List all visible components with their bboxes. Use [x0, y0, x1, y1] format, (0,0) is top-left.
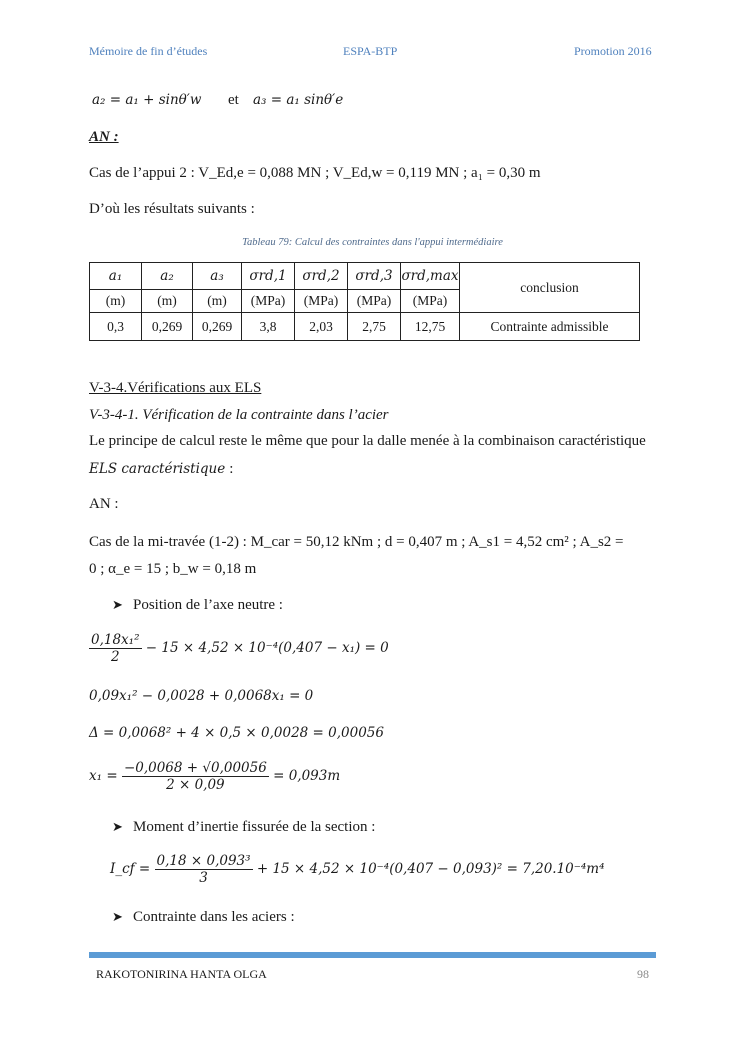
els-label: ELS caractéristique	[89, 461, 226, 477]
eq1-numerator: 0,18x₁²	[91, 632, 140, 648]
equation-2: 0,09x₁² − 0,0028 + 0,0068x₁ = 0	[89, 688, 314, 704]
col-header: a₁	[90, 263, 142, 290]
unit-cell: (MPa)	[242, 290, 295, 313]
table-cell: 0,269	[142, 313, 193, 341]
equation-1	[89, 632, 389, 665]
eq4-lhs: x₁ =	[89, 768, 118, 784]
formula-a2: a₂ = a₁ + sinθ′w	[92, 92, 202, 108]
formula-a3: a₃ = a₁ sinθ′e	[253, 92, 344, 108]
eq4-denominator: 2 × 0,09	[166, 777, 225, 793]
table-cell: 0,269	[193, 313, 242, 341]
col-header: σrd,3	[348, 263, 401, 290]
header-center: ESPA-BTP	[343, 44, 398, 58]
appui-text: Cas de l’appui 2 : V_Ed,e = 0,088 MN ; V_Ed,w = 0,119 MN ; a₁ = 0,30 m	[89, 165, 541, 181]
eq5-rhs: + 15 × 4,52 × 10⁻⁴(0,407 − 0,093)² = 7,20.10⁻⁴m⁴	[256, 861, 605, 877]
table-cell: 3,8	[242, 313, 295, 341]
subsection-title: V-3-4-1. Vérification de la contrainte dans l’acier	[89, 407, 389, 423]
col-header: a₃	[193, 263, 242, 290]
col-header: σrd,max	[401, 263, 460, 290]
col-header: σrd,2	[295, 263, 348, 290]
header-right: Promotion 2016	[574, 44, 652, 58]
arrow-bullet-icon: ➤	[112, 819, 123, 834]
col-header-conclusion: conclusion	[460, 263, 640, 313]
unit-cell: (MPa)	[295, 290, 348, 313]
formula-et: et	[228, 92, 239, 108]
unit-cell: (m)	[90, 290, 142, 313]
unit-cell: (MPa)	[348, 290, 401, 313]
results-intro: D’où les résultats suivants :	[89, 201, 255, 217]
footer-page-number: 98	[637, 967, 649, 981]
unit-cell: (m)	[193, 290, 242, 313]
table-cell: 2,75	[348, 313, 401, 341]
section-title: V-3-4.Vérifications aux ELS	[89, 380, 262, 396]
mitravee-line1: Cas de la mi-travée (1-2) : M_car = 50,12 kNm ; d = 0,407 m ; A_s1 = 4,52 cm² ; A_s2 =	[89, 534, 624, 550]
footer-bar	[89, 952, 656, 958]
stress-table	[89, 262, 640, 341]
eq4-rhs: = 0,093m	[273, 768, 341, 784]
col-header: σrd,1	[242, 263, 295, 290]
bullet-contrainte-aciers: Contrainte dans les aciers :	[133, 909, 295, 925]
an-heading: AN :	[89, 129, 119, 145]
els-colon: :	[229, 461, 234, 477]
table-cell: 0,3	[90, 313, 142, 341]
table-cell: 2,03	[295, 313, 348, 341]
an-label-2: AN :	[89, 496, 119, 512]
col-header: a₂	[142, 263, 193, 290]
equation-3: Δ = 0,0068² + 4 × 0,5 × 0,0028 = 0,00056	[89, 725, 384, 741]
eq1-denominator: 2	[110, 649, 120, 665]
eq4-numerator: −0,0068 + √0,00056	[123, 760, 267, 776]
arrow-bullet-icon: ➤	[112, 597, 123, 612]
unit-cell: (m)	[142, 290, 193, 313]
equation-4	[89, 760, 340, 793]
eq5-numerator: 0,18 × 0,093³	[156, 853, 251, 869]
table-caption: Tableau 79: Calcul des contraintes dans l'appui intermédiaire	[242, 237, 503, 248]
unit-cell: (MPa)	[401, 290, 460, 313]
eq5-lhs: I_cf =	[110, 861, 151, 877]
arrow-bullet-icon: ➤	[112, 909, 123, 924]
bullet-position-axe: Position de l’axe neutre :	[133, 597, 283, 613]
footer-author: RAKOTONIRINA HANTA OLGA	[96, 967, 267, 981]
bullet-moment-inertie: Moment d’inertie fissurée de la section :	[133, 819, 376, 835]
eq1-rest: − 15 × 4,52 × 10⁻⁴(0,407 − x₁) = 0	[145, 640, 389, 656]
header-left: Mémoire de fin d’études	[89, 44, 208, 58]
principle-text: Le principe de calcul reste le même que pour la dalle menée à la combinaison caractéristique	[89, 433, 646, 449]
equation-5	[110, 853, 605, 886]
table-cell: 12,75	[401, 313, 460, 341]
mitravee-line2: 0 ; α_e = 15 ; b_w = 0,18 m	[89, 561, 257, 577]
table-cell-conclusion: Contrainte admissible	[460, 313, 640, 341]
eq5-denominator: 3	[199, 870, 208, 886]
